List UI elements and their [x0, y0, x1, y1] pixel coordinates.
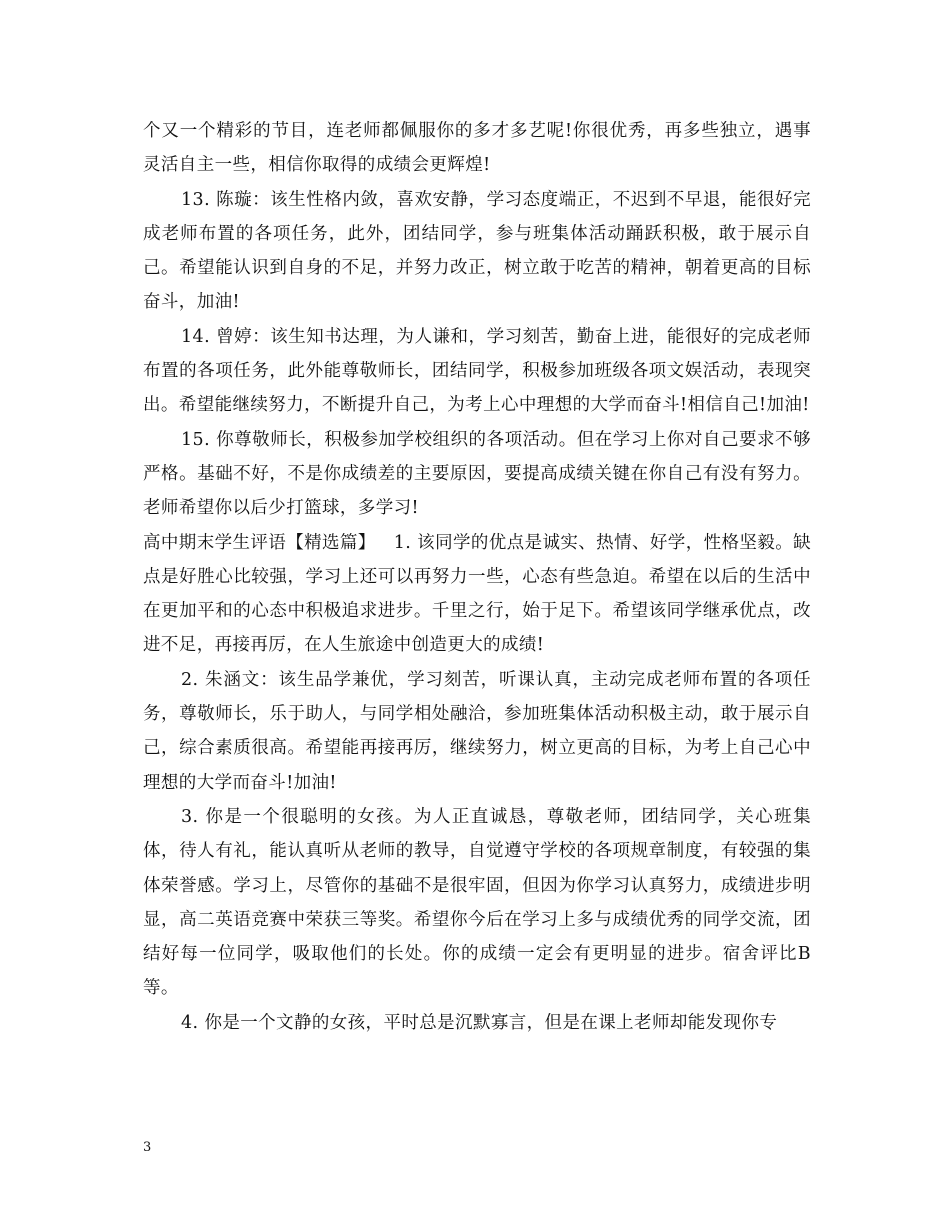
paragraph-comment-3: 3. 你是一个很聪明的女孩。为人正直诚恳，尊敬老师，团结同学，关心班集体，待人有礼，能认真听从老师的教导，自觉遵守学校的各项规章制度，有较强的集体荣誉感。学习上，尽管你的基础不是很牢固，但因为你学习认真努力，成绩进步明显，高二英语竞赛中荣获三等奖。希望你今后在学习上多与成绩优秀的同学交流，团结好每一位同学，吸取他们的长处。你的成绩一定会有更明显的进步。宿舍评比B等。 [143, 806, 811, 999]
paragraph-comment-15: 15. 你尊敬师长，积极参加学校组织的各项活动。但在学习上你对自己要求不够严格。基础不好，不是你成绩差的主要原因，要提高成绩关键在你自己有没有努力。老师希望你以后少打篮球，多学习! [143, 429, 811, 519]
paragraph-continuation: 个又一个精彩的节目，连老师都佩服你的多才多艺呢!你很优秀，再多些独立，遇事灵活自主一些，相信你取得的成绩会更辉煌! [143, 121, 811, 176]
section-first-comment: 1. 该同学的优点是诚实、热情、好学，性格坚毅。缺点是好胜心比较强，学习上还可以再努力一些，心态有些急迫。希望在以后的生活中在更加平和的心态中积极追求进步。千里之行，始于足下。希望该同学继承优点，改进不足，再接再厉，在人生旅途中创造更大的成绩! [143, 532, 811, 656]
paragraph-comment-14: 14. 曾婷：该生知书达理，为人谦和，学习刻苦，勤奋上进，能很好的完成老师布置的各项任务，此外能尊敬师长，团结同学，积极参加班级各项文娱活动，表现突出。希望能继续努力，不断提升自己，为考上心中理想的大学而奋斗!相信自己!加油! [143, 326, 811, 416]
section-heading: 高中期末学生评语【精选篇】 [143, 532, 376, 553]
section-paragraph [143, 526, 811, 663]
paragraph-comment-4: 4. 你是一个文静的女孩，平时总是沉默寡言，但是在课上老师却能发现你专 [181, 1012, 778, 1033]
paragraph-comment-13: 13. 陈璇：该生性格内敛，喜欢安静，学习态度端正，不迟到不早退，能很好完成老师布置的各项任务，此外，团结同学，参与班集体活动踊跃积极，敢于展示自己。希望能认识到自身的不足，并努力改正，树立敢于吃苦的精神，朝着更高的目标奋斗，加油! [143, 189, 811, 313]
page-number: 3 [143, 1140, 152, 1155]
document-body [143, 114, 811, 1040]
paragraph-comment-2: 2. 朱涵文：该生品学兼优，学习刻苦，听课认真，主动完成老师布置的各项任务，尊敬师长，乐于助人，与同学相处融洽，参加班集体活动积极主动，敢于展示自己，综合素质很高。希望能再接再厉，继续努力，树立更高的目标，为考上自己心中理想的大学而奋斗!加油! [143, 669, 811, 793]
